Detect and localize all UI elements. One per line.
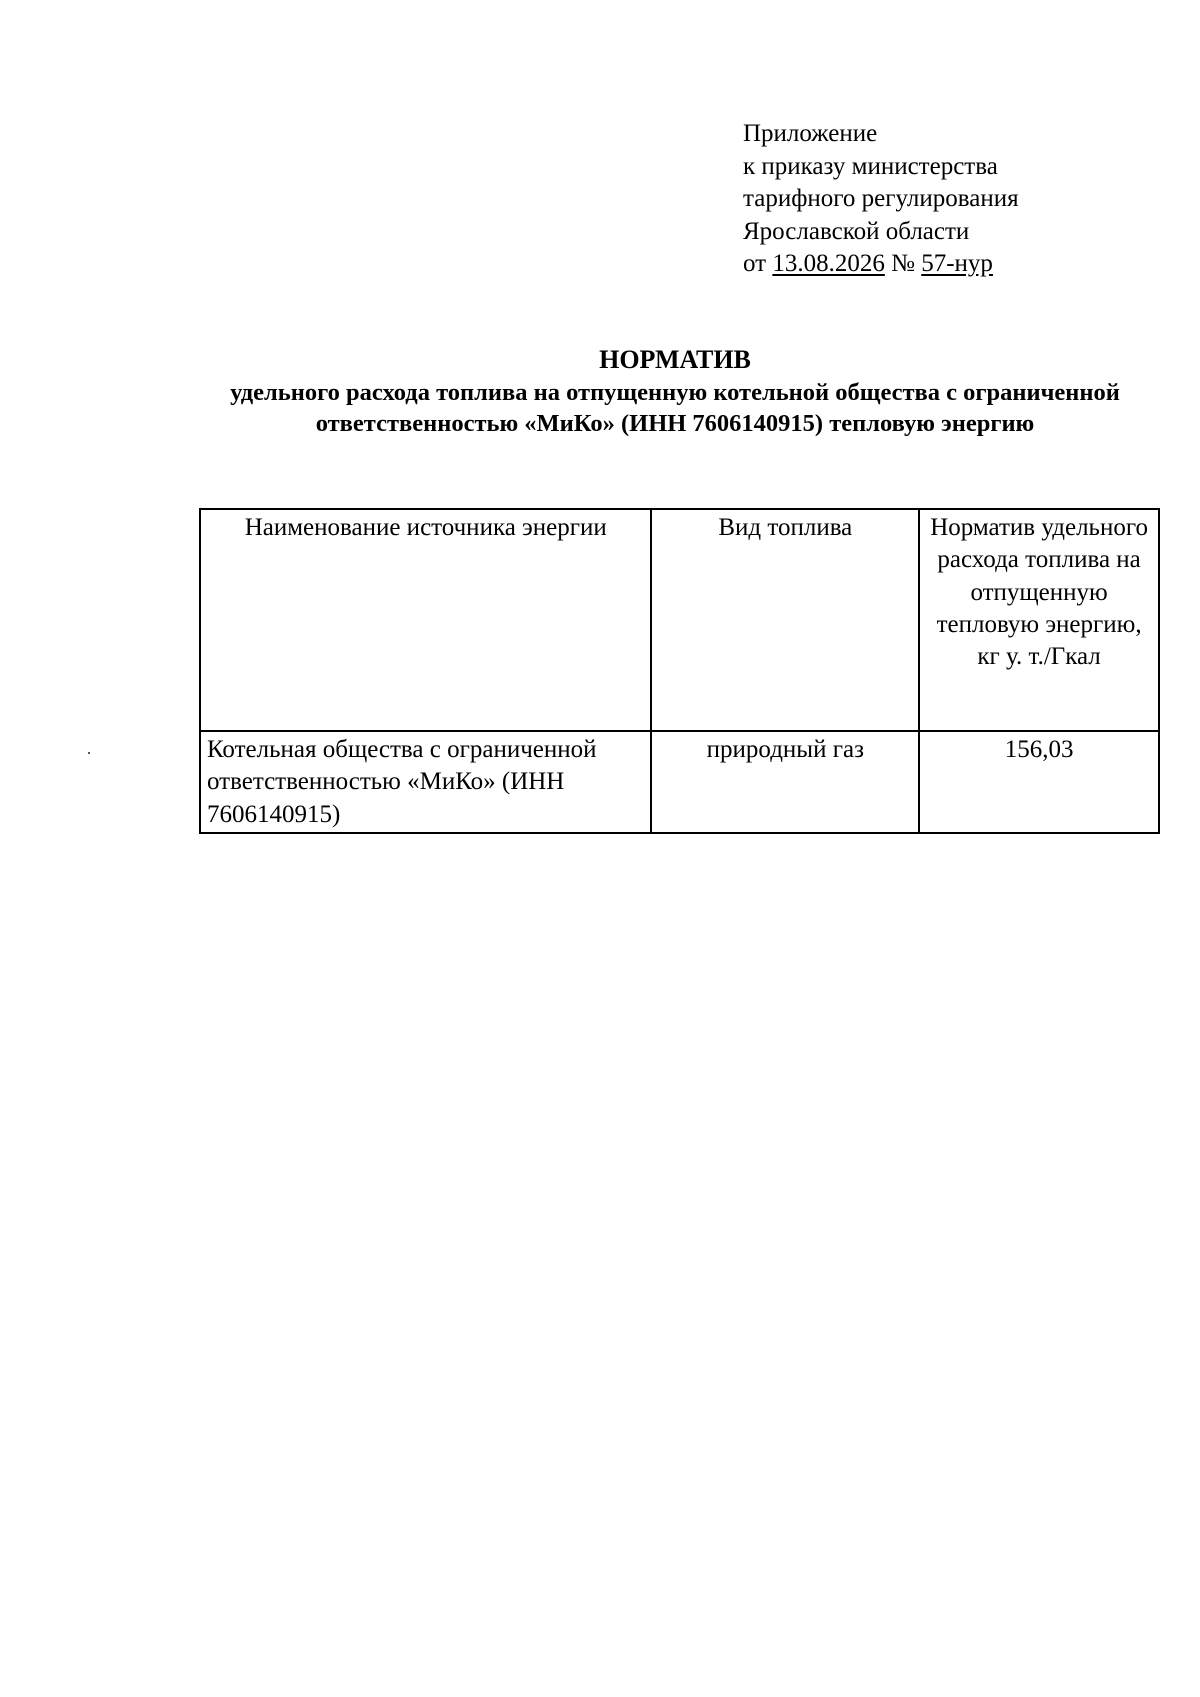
appendix-date-line [743, 248, 1019, 281]
cell-source: Котельная общества с ограниченной ответственностью «МиКо» (ИНН 7606140915) [200, 731, 651, 833]
appendix-label: Приложение [743, 120, 878, 147]
date-prefix: от [743, 250, 767, 277]
table-header-row [200, 509, 1159, 731]
appendix-order-ref: к приказу министерства [743, 152, 998, 180]
document-title [195, 343, 1155, 439]
order-date: 13.08.2026 [772, 250, 885, 277]
scan-speck [88, 752, 90, 754]
header-fuel: Вид топлива [651, 509, 919, 731]
title-main: НОРМАТИВ [599, 345, 751, 374]
number-sign: № [891, 250, 915, 277]
order-number: 57-нур [921, 250, 993, 277]
header-source: Наименование источника энергии [200, 509, 651, 731]
cell-fuel: природный газ [651, 731, 919, 833]
appendix-ministry: тарифного регулирования [743, 185, 1019, 212]
appendix-header [743, 118, 1019, 281]
header-norm: Норматив удельного расхода топлива на отпущенную тепловую энергию, кг у. т./Гкал [919, 509, 1159, 731]
cell-norm: 156,03 [919, 731, 1159, 833]
norm-table [199, 508, 1160, 834]
title-subtitle: удельного расхода топлива на отпущенную котельной общества с ограниченной ответственностью «МиКо» (ИНН 7606140915) тепловую энергию [230, 379, 1120, 437]
appendix-region: Ярославской области [743, 217, 970, 245]
table-row [200, 731, 1159, 833]
